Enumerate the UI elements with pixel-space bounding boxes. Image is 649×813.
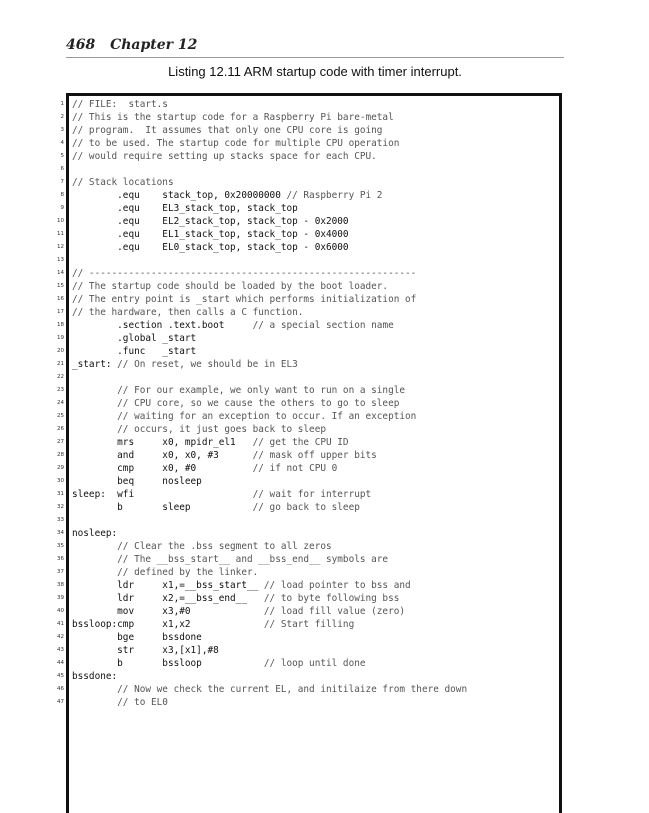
code-comment: // Now we check the current EL, and initilaize from there down — [117, 684, 468, 695]
code-text: str x3,[x1],#8 — [72, 645, 219, 656]
code-text: .equ EL2_stack_top, stack_top - 0x2000 — [72, 216, 349, 227]
code-comment: // The startup code should be loaded by the boot loader. — [72, 281, 389, 292]
code-text — [72, 554, 117, 565]
code-line — [72, 410, 467, 423]
code-line — [72, 98, 467, 111]
code-text: .section .text.boot — [72, 320, 253, 331]
line-number: 36 — [57, 556, 64, 562]
line-numbers — [50, 98, 64, 709]
code-line — [72, 670, 467, 683]
line-number: 42 — [57, 634, 64, 640]
code-line — [72, 514, 467, 527]
line-number: 12 — [57, 244, 64, 250]
code-comment: // This is the startup code for a Raspberry Pi bare-metal — [72, 112, 394, 123]
code-line — [72, 449, 467, 462]
code-text: bge bssdone — [72, 632, 202, 643]
line-number: 28 — [57, 452, 64, 458]
code-line — [72, 189, 467, 202]
line-number: 10 — [57, 218, 64, 224]
code-line — [72, 163, 467, 176]
code-text: sleep: wfi — [72, 489, 253, 500]
code-comment: // On reset, we should be in EL3 — [117, 359, 298, 370]
code-line — [72, 241, 467, 254]
line-number: 46 — [57, 686, 64, 692]
line-number: 38 — [57, 582, 64, 588]
line-number: 16 — [57, 296, 64, 302]
code-text: b sleep — [72, 502, 253, 513]
code-line — [72, 332, 467, 345]
line-number: 31 — [57, 491, 64, 497]
line-number: 4 — [60, 140, 64, 146]
code-line — [72, 644, 467, 657]
code-text: .equ EL3_stack_top, stack_top — [72, 203, 298, 214]
code-text: nosleep: — [72, 528, 118, 539]
code-line — [72, 215, 467, 228]
code-line — [72, 475, 467, 488]
code-comment: // a special section name — [252, 320, 394, 331]
code-line — [72, 488, 467, 501]
code-text — [72, 541, 117, 552]
line-number: 37 — [57, 569, 64, 575]
code-line — [72, 358, 467, 371]
code-comment: // Start filling — [263, 619, 355, 630]
line-number: 23 — [57, 387, 64, 393]
line-number: 30 — [57, 478, 64, 484]
code-text — [72, 411, 117, 422]
code-comment: // loop until done — [263, 658, 366, 669]
code-line — [72, 553, 467, 566]
line-number: 39 — [57, 595, 64, 601]
code-line — [72, 384, 467, 397]
line-number: 13 — [57, 257, 64, 263]
line-number: 29 — [57, 465, 64, 471]
code-text — [72, 697, 117, 708]
code-text — [72, 424, 117, 435]
code-text — [72, 398, 117, 409]
code-line — [72, 579, 467, 592]
code-text — [72, 567, 117, 578]
code-comment: // ---------------------------------------------------------- — [72, 268, 417, 279]
line-number: 14 — [57, 270, 64, 276]
line-number: 45 — [57, 673, 64, 679]
code-comment: // mask off upper bits — [252, 450, 377, 461]
line-number: 32 — [57, 504, 64, 510]
header-rule — [66, 57, 564, 58]
code-comment: // waiting for an exception to occur. If an exception — [117, 411, 417, 422]
code-text: beq nosleep — [72, 476, 202, 487]
code-comment: // defined by the linker. — [117, 567, 259, 578]
line-number: 11 — [57, 231, 64, 237]
line-number: 25 — [57, 413, 64, 419]
code-line — [72, 267, 467, 280]
line-number: 21 — [57, 361, 64, 367]
listing-caption: Listing 12.11 ARM startup code with timer interrupt. — [168, 64, 462, 79]
code-line — [72, 319, 467, 332]
code-line — [72, 527, 467, 540]
code-line — [72, 423, 467, 436]
code-text: .equ EL1_stack_top, stack_top - 0x4000 — [72, 229, 349, 240]
code-comment: // For our example, we only want to run on a single — [117, 385, 406, 396]
code-comment: // The __bss_start__ and __bss_end__ symbols are — [117, 554, 389, 565]
line-number: 34 — [57, 530, 64, 536]
code-text: ldr x2,=__bss_end__ — [72, 593, 264, 604]
code-text: .global _start — [72, 333, 197, 344]
code-text: cmp x0, #0 — [72, 463, 253, 474]
code-line — [72, 202, 467, 215]
code-line — [72, 696, 467, 709]
code-line — [72, 306, 467, 319]
code-line — [72, 254, 467, 267]
code-line — [72, 683, 467, 696]
code-line — [72, 397, 467, 410]
code-text: .equ stack_top, 0x20000000 — [72, 190, 287, 201]
code-listing — [72, 98, 467, 709]
line-number: 19 — [57, 335, 64, 341]
chapter-title: Chapter 12 — [110, 37, 198, 53]
line-number: 5 — [60, 153, 64, 159]
code-comment: // if not CPU 0 — [252, 463, 338, 474]
code-text: and x0, x0, #3 — [72, 450, 253, 461]
code-comment: // would require setting up stacks space for each CPU. — [72, 151, 377, 162]
code-line — [72, 436, 467, 449]
code-line — [72, 592, 467, 605]
code-comment: // Stack locations — [72, 177, 174, 188]
line-number: 9 — [60, 205, 64, 211]
code-text: bssdone: — [72, 671, 118, 682]
code-line — [72, 345, 467, 358]
code-line — [72, 176, 467, 189]
code-line — [72, 566, 467, 579]
line-number: 43 — [57, 647, 64, 653]
code-comment: // FILE: start.s — [72, 99, 168, 110]
line-number: 6 — [60, 166, 64, 172]
line-number: 26 — [57, 426, 64, 432]
line-number: 27 — [57, 439, 64, 445]
code-line — [72, 618, 467, 631]
code-comment: // The entry point is _start which performs initialization of — [72, 294, 417, 305]
line-number: 7 — [60, 179, 64, 185]
code-line — [72, 631, 467, 644]
code-comment: // Clear the .bss segment to all zeros — [117, 541, 332, 552]
code-comment: // to byte following bss — [263, 593, 400, 604]
code-line — [72, 462, 467, 475]
line-number: 41 — [57, 621, 64, 627]
code-text: mrs x0, mpidr_el1 — [72, 437, 253, 448]
code-line — [72, 137, 467, 150]
line-number: 24 — [57, 400, 64, 406]
line-number: 33 — [57, 517, 64, 523]
line-number: 18 — [57, 322, 64, 328]
code-line — [72, 605, 467, 618]
page-header — [66, 37, 197, 53]
code-line — [72, 228, 467, 241]
line-number: 15 — [57, 283, 64, 289]
line-number: 47 — [57, 699, 64, 705]
line-number: 8 — [60, 192, 64, 198]
code-comment: // Raspberry Pi 2 — [286, 190, 383, 201]
page-number: 468 — [66, 37, 96, 53]
code-line — [72, 111, 467, 124]
code-comment: // go back to sleep — [252, 502, 360, 513]
line-number: 2 — [60, 114, 64, 120]
code-line — [72, 540, 467, 553]
line-number: 22 — [57, 374, 64, 380]
code-line — [72, 280, 467, 293]
code-comment: // load pointer to bss and — [263, 580, 411, 591]
code-text — [72, 684, 117, 695]
code-line — [72, 124, 467, 137]
code-text: .equ EL0_stack_top, stack_top - 0x6000 — [72, 242, 349, 253]
code-text: _start: — [72, 359, 118, 370]
code-text: bssloop:cmp x1,x2 — [72, 619, 264, 630]
code-comment: // to be used. The startup code for multiple CPU operation — [72, 138, 400, 149]
code-line — [72, 657, 467, 670]
code-text: mov x3,#0 — [72, 606, 264, 617]
code-line — [72, 150, 467, 163]
code-comment: // get the CPU ID — [252, 437, 349, 448]
line-number: 3 — [60, 127, 64, 133]
code-text — [72, 385, 117, 396]
line-number: 17 — [57, 309, 64, 315]
line-number: 1 — [60, 101, 64, 107]
code-comment: // wait for interrupt — [252, 489, 372, 500]
code-line — [72, 293, 467, 306]
code-text: b bssloop — [72, 658, 264, 669]
code-line — [72, 371, 467, 384]
line-number: 35 — [57, 543, 64, 549]
line-number: 44 — [57, 660, 64, 666]
code-comment: // program. It assumes that only one CPU core is going — [72, 125, 383, 136]
code-text: ldr x1,=__bss_start__ — [72, 580, 264, 591]
code-comment: // CPU core, so we cause the others to go to sleep — [117, 398, 400, 409]
code-text: .func _start — [72, 346, 197, 357]
line-number: 20 — [57, 348, 64, 354]
code-comment: // occurs, it just goes back to sleep — [117, 424, 326, 435]
code-comment: // to EL0 — [117, 697, 168, 708]
code-comment: // load fill value (zero) — [263, 606, 406, 617]
code-line — [72, 501, 467, 514]
code-comment: // the hardware, then calls a C function. — [72, 307, 304, 318]
line-number: 40 — [57, 608, 64, 614]
